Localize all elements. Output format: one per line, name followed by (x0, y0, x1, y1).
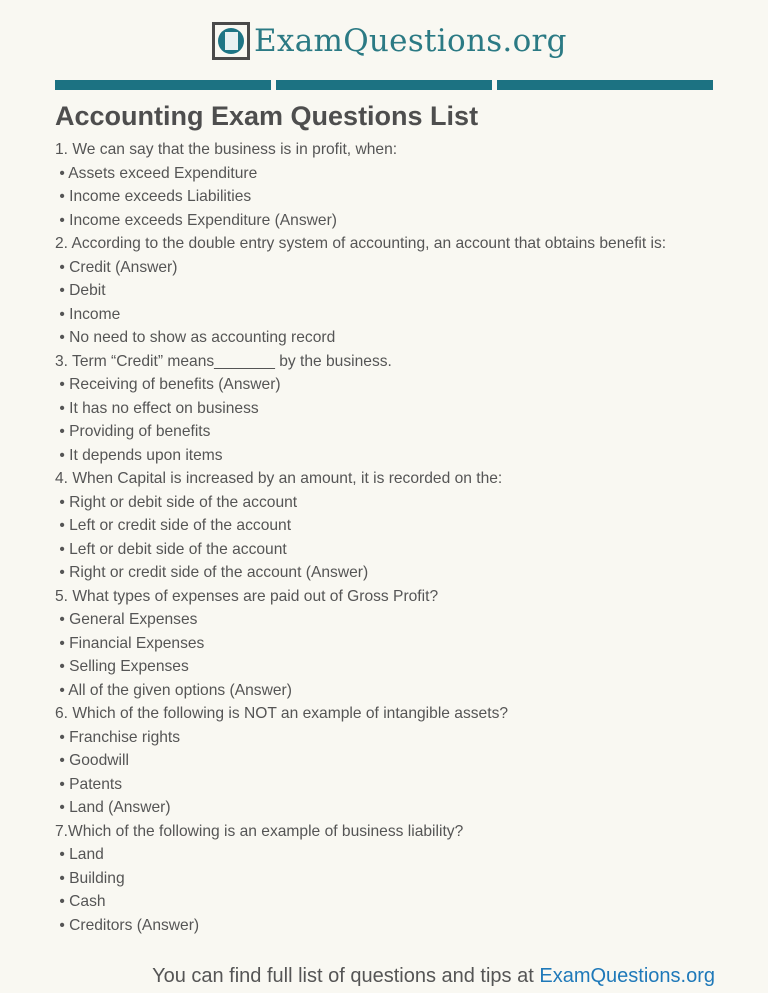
answer-option: • Income (55, 305, 121, 323)
answer-option: • Right or credit side of the account (Answer) (55, 564, 369, 581)
answer-option: • Debit (55, 282, 106, 299)
answer-option: • General Expenses (55, 611, 198, 628)
answer-option: • Left or debit side of the account (55, 540, 287, 558)
question-text: 1. We can say that the business is in profit, when: (55, 141, 398, 158)
answer-option: • Selling Expenses (55, 658, 189, 675)
page-title: Accounting Exam Questions List (55, 101, 479, 131)
site-logo[interactable] (212, 18, 567, 64)
answer-option: • Patents (55, 775, 123, 793)
footer-link[interactable]: ExamQuestions.org (539, 965, 715, 987)
question-text: 2. According to the double entry system of accounting, an account that obtains benefit is: (55, 235, 667, 252)
answer-option: • Credit (Answer) (55, 258, 178, 276)
question-text: 5. What types of expenses are paid out of Gross Profit? (55, 587, 439, 605)
answer-option: • It has no effect on business (55, 399, 259, 417)
answer-option: • Goodwill (55, 752, 129, 769)
exam-paper-icon (212, 22, 250, 60)
answer-option: • Right or debit side of the account (55, 493, 298, 511)
footer-text: You can find full list of questions and tips at (152, 965, 540, 987)
question-list (55, 138, 695, 937)
divider-bar (276, 80, 492, 90)
answer-option: • Income exceeds Expenditure (Answer) (55, 211, 337, 229)
answer-option: • Land (55, 846, 104, 863)
logo-text: ExamQuestions.org (254, 23, 567, 59)
answer-option: • Building (55, 869, 125, 887)
answer-option: • Income exceeds Liabilities (55, 188, 252, 205)
answer-option: • No need to show as accounting record (55, 329, 336, 346)
answer-option: • Left or credit side of the account (55, 517, 292, 534)
question-text: 6. Which of the following is NOT an example of intangible assets? (55, 705, 509, 722)
answer-option: • Franchise rights (55, 728, 181, 746)
header-divider (55, 80, 713, 90)
answer-option: • Creditors (Answer) (55, 916, 200, 934)
answer-option: • All of the given options (Answer) (55, 681, 292, 699)
answer-option: • Cash (55, 893, 106, 910)
footer (152, 965, 715, 988)
divider-bar (497, 80, 713, 90)
divider-bar (55, 80, 271, 90)
answer-option: • It depends upon items (55, 446, 223, 464)
answer-option: • Land (Answer) (55, 799, 171, 816)
answer-option: • Assets exceed Expenditure (55, 164, 258, 182)
question-text: 4. When Capital is increased by an amount, it is recorded on the: (55, 470, 503, 487)
question-text: 7.Which of the following is an example of business liability? (55, 822, 464, 840)
answer-option: • Financial Expenses (55, 634, 205, 652)
answer-option: • Receiving of benefits (Answer) (55, 376, 281, 393)
question-text: 3. Term “Credit” means_______ by the business. (55, 352, 392, 370)
answer-option: • Providing of benefits (55, 423, 211, 440)
